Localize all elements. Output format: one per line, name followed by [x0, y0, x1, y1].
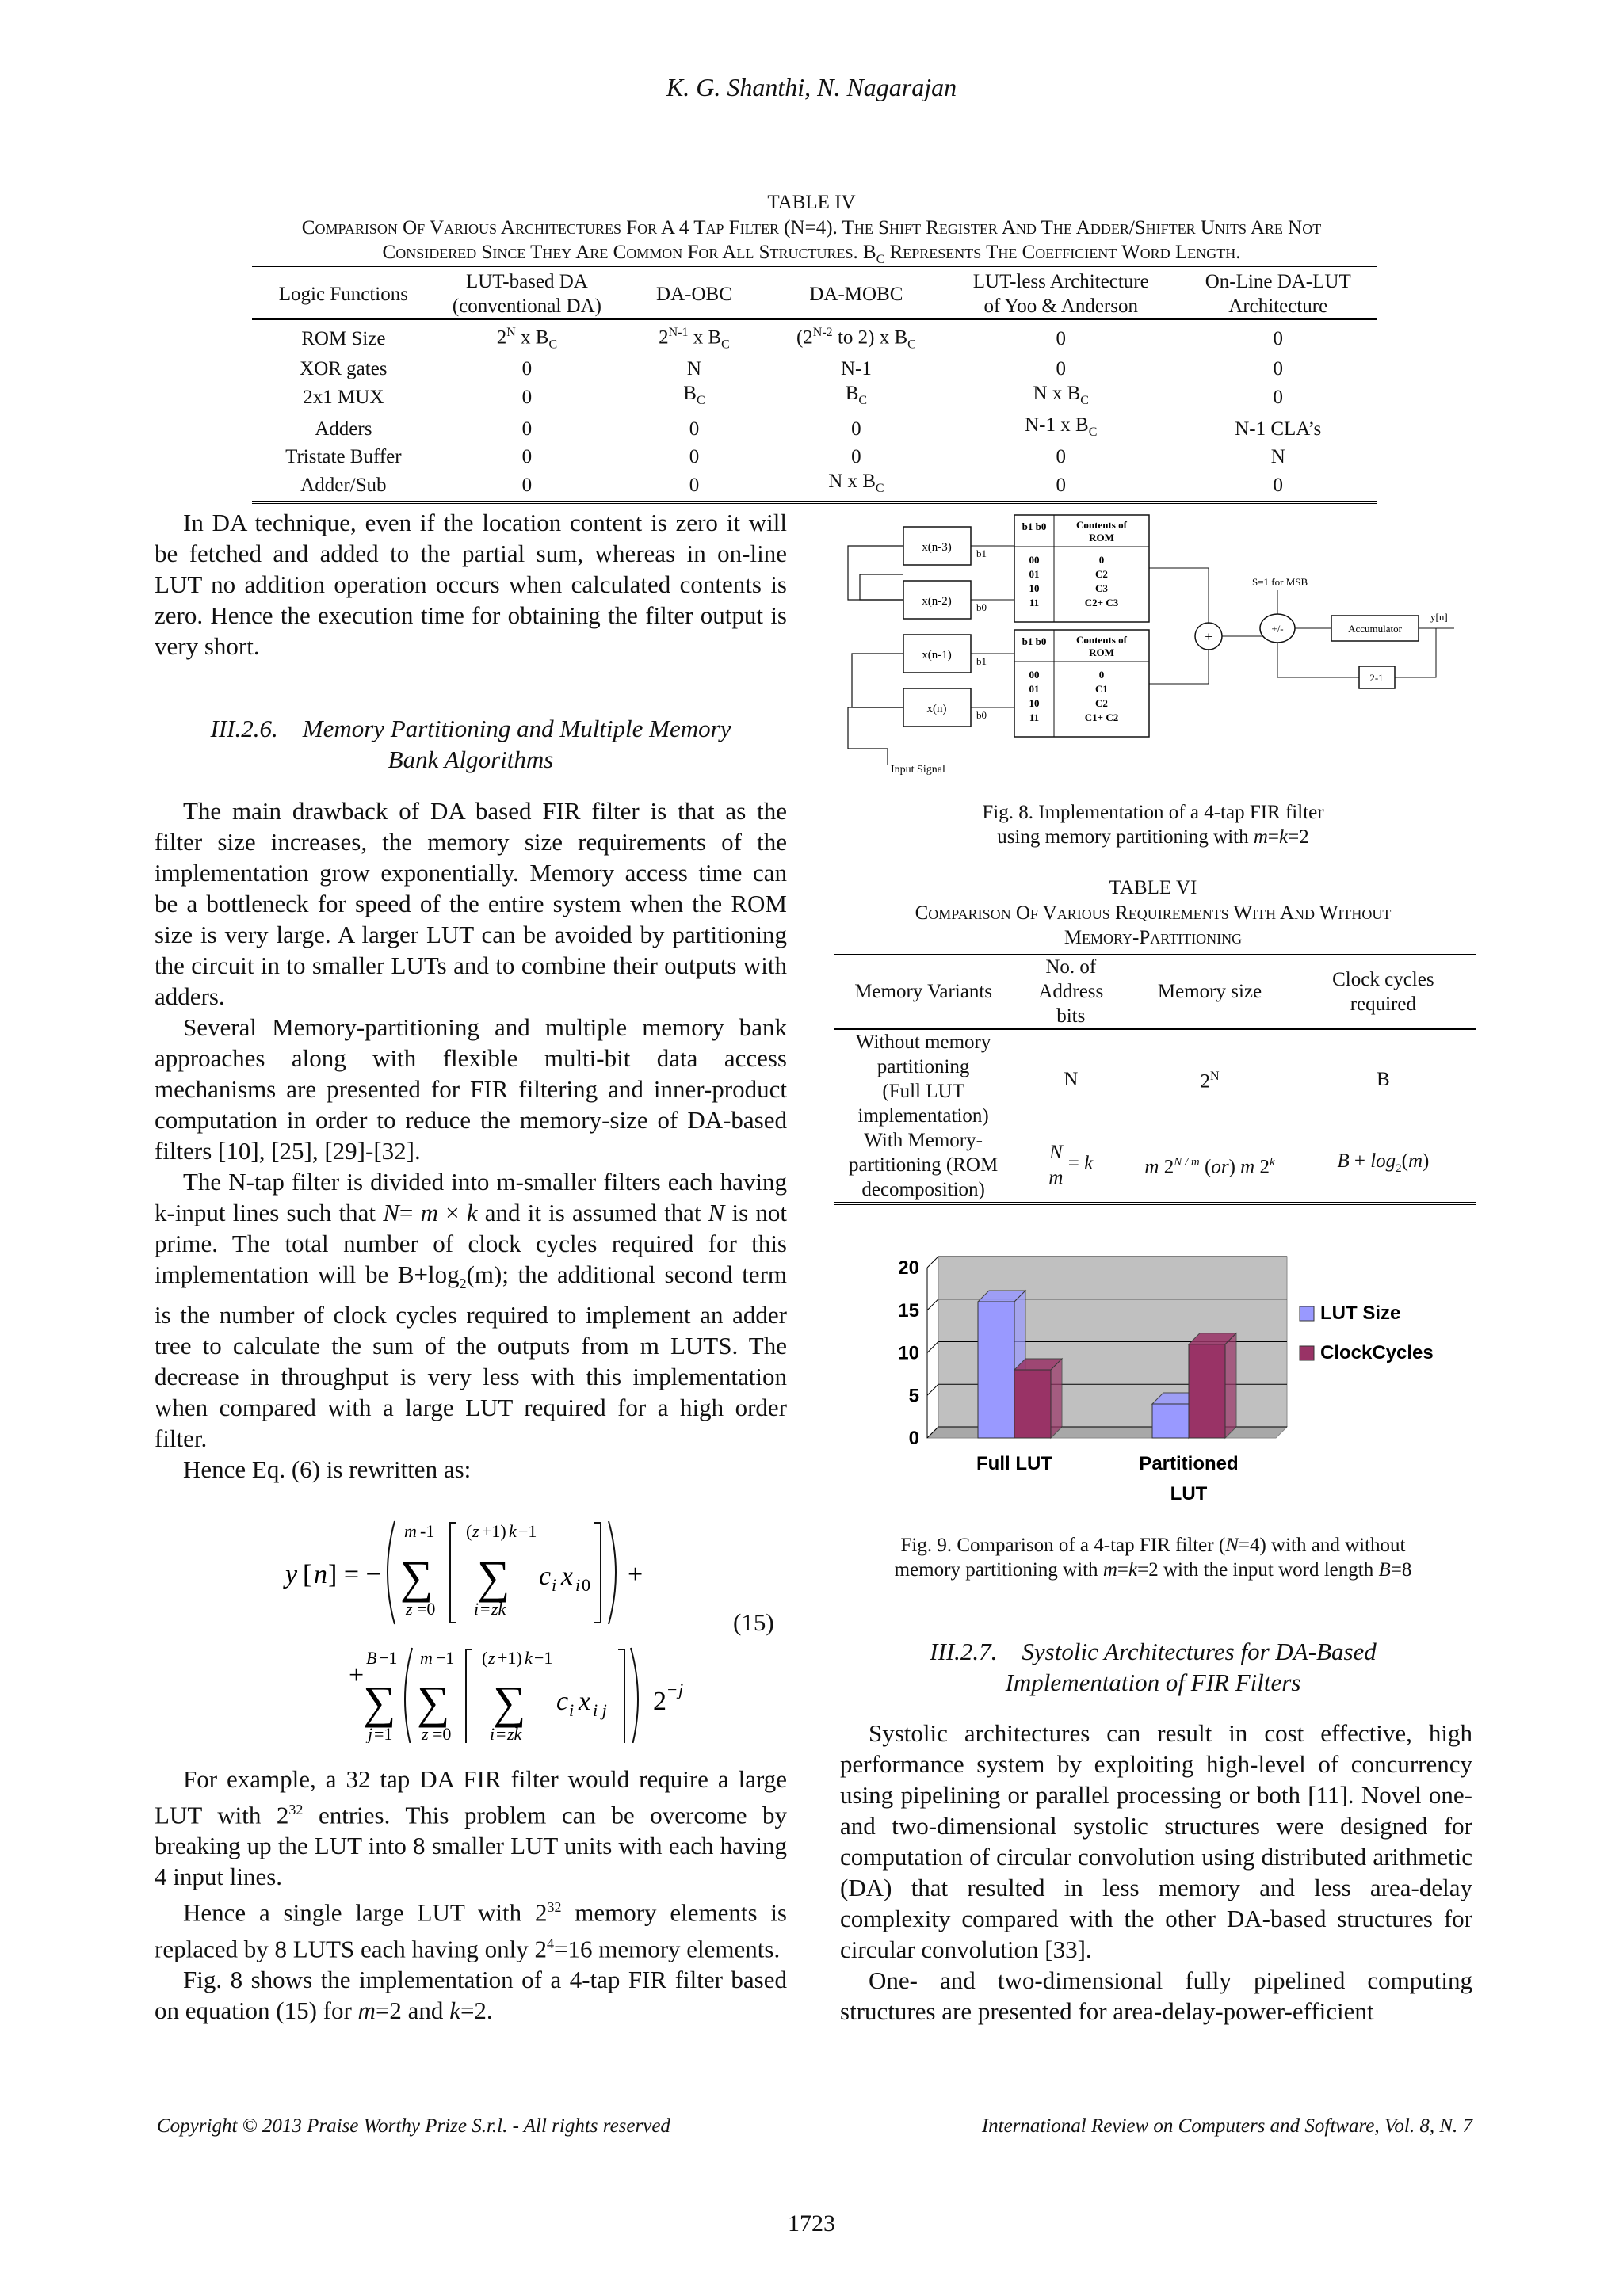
bar-side: [1225, 1333, 1236, 1438]
svg-text:=0: =0: [417, 1599, 436, 1619]
input-label: x(n-1): [922, 649, 952, 662]
svg-text:11: 11: [1029, 711, 1040, 723]
table6-header: Clock cycles required: [1291, 953, 1476, 1029]
table-row: [252, 413, 1377, 444]
table-row: [252, 357, 1377, 381]
svg-text:C1: C1: [1095, 683, 1108, 695]
caption-line: Fig. 8. Implementation of a 4-tap FIR filter: [982, 802, 1324, 823]
svg-text:00: 00: [1029, 554, 1040, 566]
svg-text:k: k: [525, 1648, 533, 1668]
input-label: x(n-2): [922, 595, 952, 608]
x-tick-label: Partitioned: [1139, 1453, 1239, 1474]
svg-text:C1+ C2: C1+ C2: [1084, 711, 1119, 723]
table4-header: LUT-less Architecture of Yoo & Anderson: [943, 268, 1178, 319]
x-tick-label: Full LUT: [976, 1453, 1052, 1474]
svg-text:i: i: [552, 1575, 557, 1595]
footer-copyright: Copyright © 2013 Praise Worthy Prize S.r.l. - All rights reserved: [157, 2115, 670, 2137]
svg-text:i: i: [575, 1575, 581, 1595]
table-cell: 0: [521, 386, 533, 408]
svg-text:z: z: [406, 1599, 413, 1619]
svg-text:+: +: [349, 1661, 365, 1690]
y-tick-label: 10: [898, 1342, 919, 1364]
table-cell: 0: [689, 474, 700, 496]
table-cell: 0: [1056, 474, 1066, 496]
gridline-depth: [927, 1257, 938, 1268]
svg-text:∑: ∑: [493, 1676, 526, 1728]
section-title-b: Implementation of FIR Filters: [1005, 1669, 1301, 1696]
table-cell: $B_C$: [845, 383, 868, 408]
table-cell: 0: [1273, 474, 1283, 496]
left-column: [155, 507, 787, 662]
bar: [1152, 1404, 1189, 1438]
svg-text:∑: ∑: [477, 1551, 510, 1603]
svg-text:z: z: [422, 1724, 429, 1743]
svg-text:Contents of: Contents of: [1076, 519, 1127, 531]
svg-text:n: n: [314, 1560, 327, 1589]
table-cell: ($2^{N-2}$ to 2) x $B_C$: [796, 326, 916, 352]
svg-text:01: 01: [1029, 683, 1040, 695]
paragraph: One- and two-dimensional fully pipelined computing structures are presented for area-delay-power-efficient: [840, 1966, 1472, 2025]
svg-text:i: i: [490, 1724, 495, 1743]
svg-text:∑: ∑: [417, 1676, 450, 1728]
fig8-caption: [840, 800, 1466, 849]
table-cell: N: [686, 358, 701, 380]
svg-text:−1: −1: [436, 1648, 455, 1668]
gridline-depth: [927, 1342, 938, 1353]
section-title-b: Bank Algorithms: [388, 746, 554, 773]
section-title-a: Systolic Architectures for DA-Based: [1022, 1638, 1377, 1665]
y-tick-label: 0: [908, 1428, 919, 1449]
svg-text:=1: =1: [374, 1724, 393, 1743]
bit-label: b0: [976, 601, 987, 613]
svg-text:−1: −1: [518, 1521, 537, 1541]
fig9-caption: [840, 1533, 1466, 1582]
svg-text:∑: ∑: [400, 1551, 433, 1603]
input-label: x(n-3): [922, 541, 952, 554]
table4-header: DA-MOBC: [769, 268, 943, 319]
table6-header: Memory Variants: [834, 953, 1013, 1029]
table-cell: 0: [521, 358, 533, 380]
svg-text:10: 10: [1029, 697, 1040, 709]
table6: [834, 952, 1476, 1205]
svg-text:c: c: [556, 1687, 569, 1716]
svg-text:B: B: [366, 1648, 377, 1668]
svg-text:+1): +1): [482, 1521, 506, 1541]
table-cell: Adder/Sub: [300, 474, 387, 496]
table-row: [252, 319, 1377, 357]
svg-text:y: y: [285, 1560, 298, 1589]
svg-text:C2+ C3: C2+ C3: [1084, 597, 1119, 608]
input-label: x(n): [926, 703, 947, 715]
svg-text:z: z: [488, 1648, 495, 1668]
running-header: K. G. Shanthi, N. Nagarajan: [666, 73, 957, 101]
svg-text:ROM: ROM: [1089, 532, 1114, 543]
svg-text:2-1: 2-1: [1369, 672, 1384, 684]
svg-text:2: 2: [653, 1687, 666, 1716]
table-cell: 0: [689, 446, 700, 468]
svg-text:zk: zk: [507, 1724, 522, 1743]
svg-text:-1: -1: [420, 1521, 435, 1541]
caption-line: using memory partitioning with m=k=2: [997, 826, 1309, 848]
table-cell: $B_C$: [683, 383, 705, 408]
table-row: [252, 381, 1377, 413]
table-cell: N: [1064, 1068, 1079, 1090]
svg-text:i: i: [474, 1599, 479, 1619]
page-number: 1723: [788, 2210, 835, 2237]
y-tick-label: 5: [908, 1385, 919, 1407]
table4: [252, 266, 1377, 504]
table6-header: Memory size: [1128, 953, 1290, 1029]
bit-label: b1: [976, 547, 987, 559]
table4-label: TABLE IV: [767, 192, 856, 213]
input-signal-label: Input Signal: [891, 764, 945, 776]
table4-header: LUT-based DA (conventional DA): [435, 268, 619, 319]
table4-header: On-Line DA-LUT Architecture: [1178, 268, 1377, 319]
section-number: III.2.7.: [930, 1638, 998, 1665]
table-cell: 0: [851, 418, 861, 440]
svg-text:i: i: [569, 1700, 575, 1720]
footer-journal: International Review on Computers and Software, Vol. 8, N. 7: [981, 2115, 1472, 2137]
paragraph: The N-tap filter is divided into m-smaller filters each having k-input lines such that N= m × k and it is assumed that N is not prime. The total number of clock cycles required for this implementation will be $B+\log_2(m)$; the additional second term is the number of clock cycles required to implement an adder tree to calculate the sum of the outputs from m LUTS. The decrease in throughput is very less with this implementation when compared with a large LUT required for a high order filter.: [155, 1168, 788, 1453]
bar: [1189, 1344, 1225, 1438]
bit-label: b0: [976, 709, 987, 721]
table-cell: 2x1 MUX: [303, 386, 384, 408]
svg-text:c: c: [539, 1562, 552, 1591]
table-cell: Without memory partitioning (Full LUT implementation): [855, 1032, 991, 1127]
legend-swatch: [1300, 1346, 1314, 1360]
table-row: [834, 1029, 1476, 1128]
svg-text:C2: C2: [1095, 697, 1108, 709]
table4-header: DA-OBC: [619, 268, 769, 319]
fig9-chart: [872, 1236, 1474, 1521]
svg-text:+1): +1): [498, 1648, 522, 1668]
table-cell: 0: [1056, 327, 1066, 349]
section-heading-3-2-7: [840, 1636, 1466, 1698]
right-column-body: [840, 1718, 1472, 2027]
table-cell: m $2^{N / m}$ (or) m 2$^k$: [1144, 1156, 1275, 1178]
table-cell: ROM Size: [301, 327, 386, 349]
table-cell: 0: [1273, 327, 1283, 349]
table-cell: $\frac{N}{m}$ = k: [1048, 1142, 1094, 1188]
svg-text:01: 01: [1029, 568, 1040, 580]
table-row: [252, 444, 1377, 469]
table6-caption-1: Comparison Of Various Requirements With And Without: [915, 902, 1392, 924]
svg-text:k: k: [509, 1521, 517, 1541]
svg-text:+: +: [628, 1560, 643, 1589]
svg-text:x: x: [561, 1562, 574, 1591]
table-cell: Adders: [315, 418, 372, 440]
legend-label: LUT Size: [1320, 1302, 1401, 1324]
gridline-depth: [927, 1384, 938, 1395]
svg-text:−1: −1: [534, 1648, 553, 1668]
svg-text:(: (: [482, 1648, 488, 1668]
svg-text:ROM: ROM: [1089, 646, 1114, 658]
table4-caption-2: Considered Since They Are Common For All Structures. $B_C$ Represents The Coefficient Word Length.: [382, 242, 1241, 266]
caption-line: Fig. 9. Comparison of a 4-tap FIR filter (N=4) with and without: [900, 1535, 1406, 1556]
y-tick-label: 15: [898, 1299, 919, 1322]
table-cell: Tristate Buffer: [285, 446, 402, 468]
table-cell: 0: [521, 474, 533, 496]
table-cell: 0: [1056, 358, 1066, 380]
bar-side: [1051, 1359, 1062, 1438]
table-cell: $B + \log_2(m)$: [1337, 1150, 1430, 1175]
svg-text:m: m: [420, 1648, 433, 1668]
table-cell: N-1 x $B_C$: [1025, 414, 1098, 440]
section-heading-3-2-6: [155, 713, 787, 775]
table-cell: XOR gates: [300, 358, 388, 380]
paragraph: In DA technique, even if the location content is zero it will be fetched and added to the partial sum, whereas in on-line LUT no addition operation occurs when calculated contents is zero. Hence the execution time for obtaining the filter output is very short.: [155, 509, 787, 660]
svg-text:11: 11: [1029, 597, 1040, 608]
table4-caption-1: Comparison Of Various Architectures For A 4 Tap Filter (N=4). The Shift Register And The Adder/Shifter Units Are Not: [301, 217, 1322, 238]
table-cell: 0: [521, 418, 533, 440]
gridline-depth: [927, 1299, 938, 1310]
table-cell: 0: [1056, 446, 1066, 468]
rom-header: b1 b0: [1022, 521, 1047, 532]
table-cell: With Memory- partitioning (ROM decomposition): [849, 1130, 999, 1200]
table-cell: 0: [689, 418, 700, 440]
svg-text:i j: i j: [593, 1700, 607, 1720]
legend-swatch: [1300, 1306, 1314, 1321]
svg-text:zk: zk: [491, 1599, 506, 1619]
paragraph: Hence Eq. (6) is rewritten as:: [183, 1455, 472, 1484]
paragraph: Systolic architectures can result in cost effective, high performance system by exploiting high-level of concurrency using pipelining or parallel processing or both [11]. Novel one- and two-dimensional systolic structures were designed for computation of circular convolution using distributed arithmetic (DA) that resulted in less memory and less area-delay complexity compared with the other DA-based structures for circular convolution [33].: [840, 1719, 1472, 1963]
table-cell: N x $B_C$: [1033, 383, 1089, 408]
output-label: y[n]: [1430, 611, 1448, 623]
svg-text:0: 0: [582, 1575, 590, 1595]
table6-label: TABLE VI: [1109, 877, 1197, 898]
table-cell: $2^N$ x $B_C$: [496, 326, 558, 352]
table-cell: 0: [1273, 386, 1283, 408]
table-cell: 0: [851, 446, 861, 468]
svg-text:00: 00: [1029, 669, 1040, 681]
svg-text:−1: −1: [379, 1648, 398, 1668]
svg-text:Accumulator: Accumulator: [1348, 623, 1402, 635]
legend-label: ClockCycles: [1320, 1342, 1434, 1363]
svg-text:0: 0: [1098, 554, 1105, 566]
bar: [1014, 1370, 1051, 1438]
svg-text:C3: C3: [1095, 582, 1108, 594]
paragraph: The main drawback of DA based FIR filter is that as the filter size increases, the memory size requirements of the implementation grow exponentially. Memory access time can be a bottleneck for speed of the entire system when the ROM size is very large. A larger LUT can be avoided by partitioning the circuit in to smaller LUTs and to combine their outputs with adders.: [155, 797, 787, 1010]
table-row: [252, 469, 1377, 502]
svg-text:z: z: [472, 1521, 479, 1541]
svg-text:∑: ∑: [363, 1676, 396, 1728]
paragraph: Fig. 8 shows the implementation of a 4-tap FIR filter based on equation (15) for m=2 and k=2.: [155, 1965, 787, 2024]
section-number: III.2.6.: [210, 715, 278, 742]
paragraph: Several Memory-partitioning and multiple memory bank approaches along with flexible multi-bit data access mechanisms are presented for FIR filtering and inner-product computation in order to reduce the memory-size of DA-based filters [10], [25], [29]-[32].: [155, 1013, 787, 1165]
left-column-end: [155, 1764, 787, 2026]
paragraph: For example, a 32 tap DA FIR filter would require a large LUT with $2^{32}$ entries. This problem can be overcome by breaking up the LUT into 8 smaller LUT units with each having 4 input lines.: [155, 1765, 788, 1891]
msb-note: S=1 for MSB: [1252, 576, 1308, 588]
table4-header: Logic Functions: [252, 268, 435, 319]
svg-text:j: j: [678, 1680, 684, 1699]
table-cell: N-1 CLA’s: [1235, 418, 1322, 440]
equation-number: (15): [733, 1608, 774, 1636]
paragraph: Hence a single large LUT with $2^{32}$ memory elements is replaced by 8 LUTS each having only $2^4=16$ memory elements.: [155, 1898, 787, 1962]
caption-line: memory partitioning with m=k=2 with the input word length B=8: [894, 1559, 1412, 1581]
svg-text:+: +: [1205, 629, 1212, 644]
svg-text:10: 10: [1029, 582, 1040, 594]
fig8-diagram: [840, 511, 1466, 788]
equation-15: [269, 1505, 745, 1743]
table-cell: B: [1377, 1068, 1390, 1090]
svg-text:x: x: [579, 1687, 591, 1716]
bar: [978, 1302, 1014, 1438]
table-cell: $2^{N-1}$ x $B_C$: [659, 326, 730, 352]
svg-text:C2: C2: [1095, 568, 1108, 580]
svg-text:m: m: [404, 1521, 417, 1541]
svg-text:] = −: ] = −: [328, 1560, 381, 1589]
svg-text:=: =: [480, 1599, 491, 1619]
table-cell: 0: [521, 446, 533, 468]
table-cell: N: [1270, 446, 1285, 468]
svg-text:=: =: [496, 1724, 506, 1743]
svg-text:+/-: +/-: [1271, 623, 1284, 635]
svg-text:(: (: [466, 1521, 472, 1541]
table-cell: N-1: [840, 358, 872, 380]
svg-text:−: −: [667, 1680, 678, 1699]
svg-text:Contents of: Contents of: [1076, 634, 1127, 646]
svg-text:[: [: [303, 1560, 312, 1589]
section-title-a: Memory Partitioning and Multiple Memory: [302, 715, 731, 742]
bit-label: b1: [976, 655, 987, 667]
table-cell: 0: [1273, 358, 1283, 380]
svg-text:0: 0: [1098, 669, 1105, 681]
table6-caption-2: Memory-Partitioning: [1064, 927, 1243, 948]
svg-text:b1 b0: b1 b0: [1022, 635, 1047, 647]
table-row: [834, 1128, 1476, 1203]
table-cell: $2^N$: [1200, 1070, 1220, 1093]
x-tick-label: LUT: [1170, 1483, 1208, 1505]
table6-header: No. of Address bits: [1013, 953, 1128, 1029]
y-tick-label: 20: [898, 1257, 919, 1279]
left-column-body: [155, 795, 787, 1485]
svg-text:=0: =0: [433, 1724, 452, 1743]
table-cell: N x $B_C$: [828, 471, 884, 496]
svg-text:j: j: [368, 1724, 373, 1743]
